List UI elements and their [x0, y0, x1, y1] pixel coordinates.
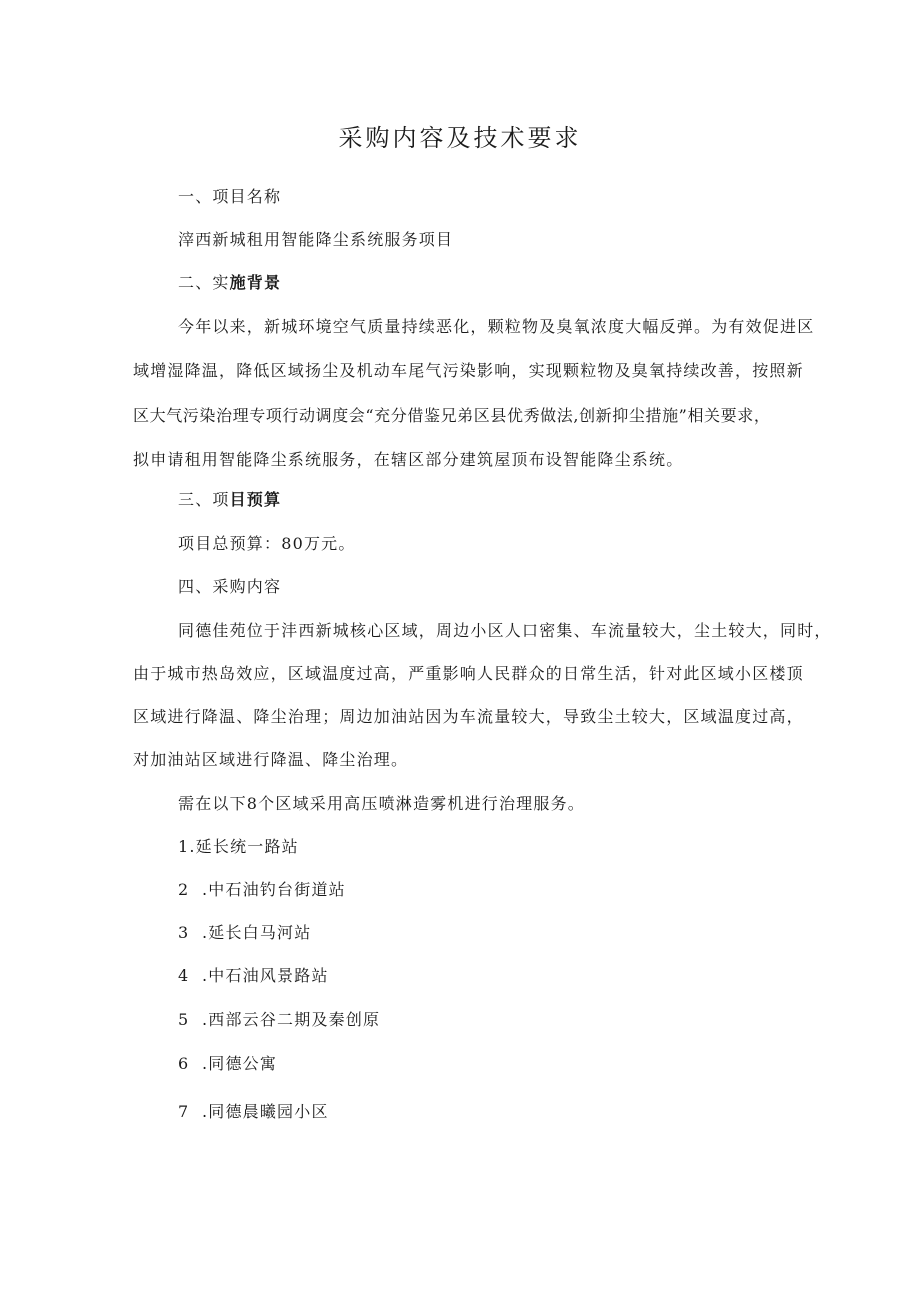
- list-item: 5 .西部云谷二期及秦创原: [178, 1010, 381, 1029]
- section-3-heading-plain: 三、项: [178, 490, 230, 509]
- procurement-line-4: 对加油站区域进行降温、降尘治理。: [133, 750, 409, 769]
- section-2-heading: [178, 272, 281, 294]
- section-3-heading-bold: 目预算: [229, 490, 282, 509]
- list-item: 3 .延长白马河站: [178, 923, 312, 942]
- background-line-1: 今年以来，新城环境空气质量持续恶化，颗粒物及臭氧浓度大幅反弹。为有效促进区: [178, 317, 815, 336]
- list-item: 4 .中石油风景路站: [178, 966, 329, 985]
- procurement-line-1: 同德佳苑位于沣西新城核心区域，周边小区人口密集、车流量较大，尘土较大，同时，: [178, 621, 832, 640]
- background-line-3: 区大气污染治理专项行动调度会“充分借鉴兄弟区县优秀做法,创新抑尘措施”相关要求，: [133, 406, 771, 425]
- procurement-line-2: 由于城市热岛效应，区域温度过高，严重影响人民群众的日常生活，针对此区域小区楼顶: [133, 664, 804, 683]
- project-name: 滓西新城租用智能降尘系统服务项目: [178, 230, 454, 249]
- list-item: 6 .同德公寓: [178, 1054, 278, 1073]
- background-line-4: 拟申请租用智能降尘系统服务，在辖区部分建筑屋顶布设智能降尘系统。: [133, 450, 684, 469]
- section-1-heading: 一、项目名称: [178, 187, 282, 206]
- budget-text: 项目总预算：80万元。: [178, 534, 356, 553]
- list-item: 2 .中石油钓台街道站: [178, 880, 346, 899]
- list-item: 1.延长统一路站: [178, 837, 299, 856]
- section-3-heading: [178, 489, 281, 511]
- document-title: 采购内容及技术要求: [338, 124, 582, 152]
- background-line-2: 域增湿降温，降低区域扬尘及机动车尾气污染影响，实现颗粒物及臭氧持续改善，按照新: [133, 361, 804, 380]
- list-item: 7 .同德晨曦园小区: [178, 1102, 329, 1121]
- areas-intro: 需在以下8个区域采用高压喷淋造雾机进行治理服务。: [178, 794, 585, 813]
- section-2-heading-plain: 二、实: [178, 273, 230, 292]
- procurement-line-3: 区域进行降温、降尘治理；周边加油站因为车流量较大，导致尘土较大，区域温度过高，: [133, 707, 804, 726]
- section-2-heading-bold: 施背景: [229, 273, 282, 292]
- section-4-heading: 四、采购内容: [178, 577, 282, 596]
